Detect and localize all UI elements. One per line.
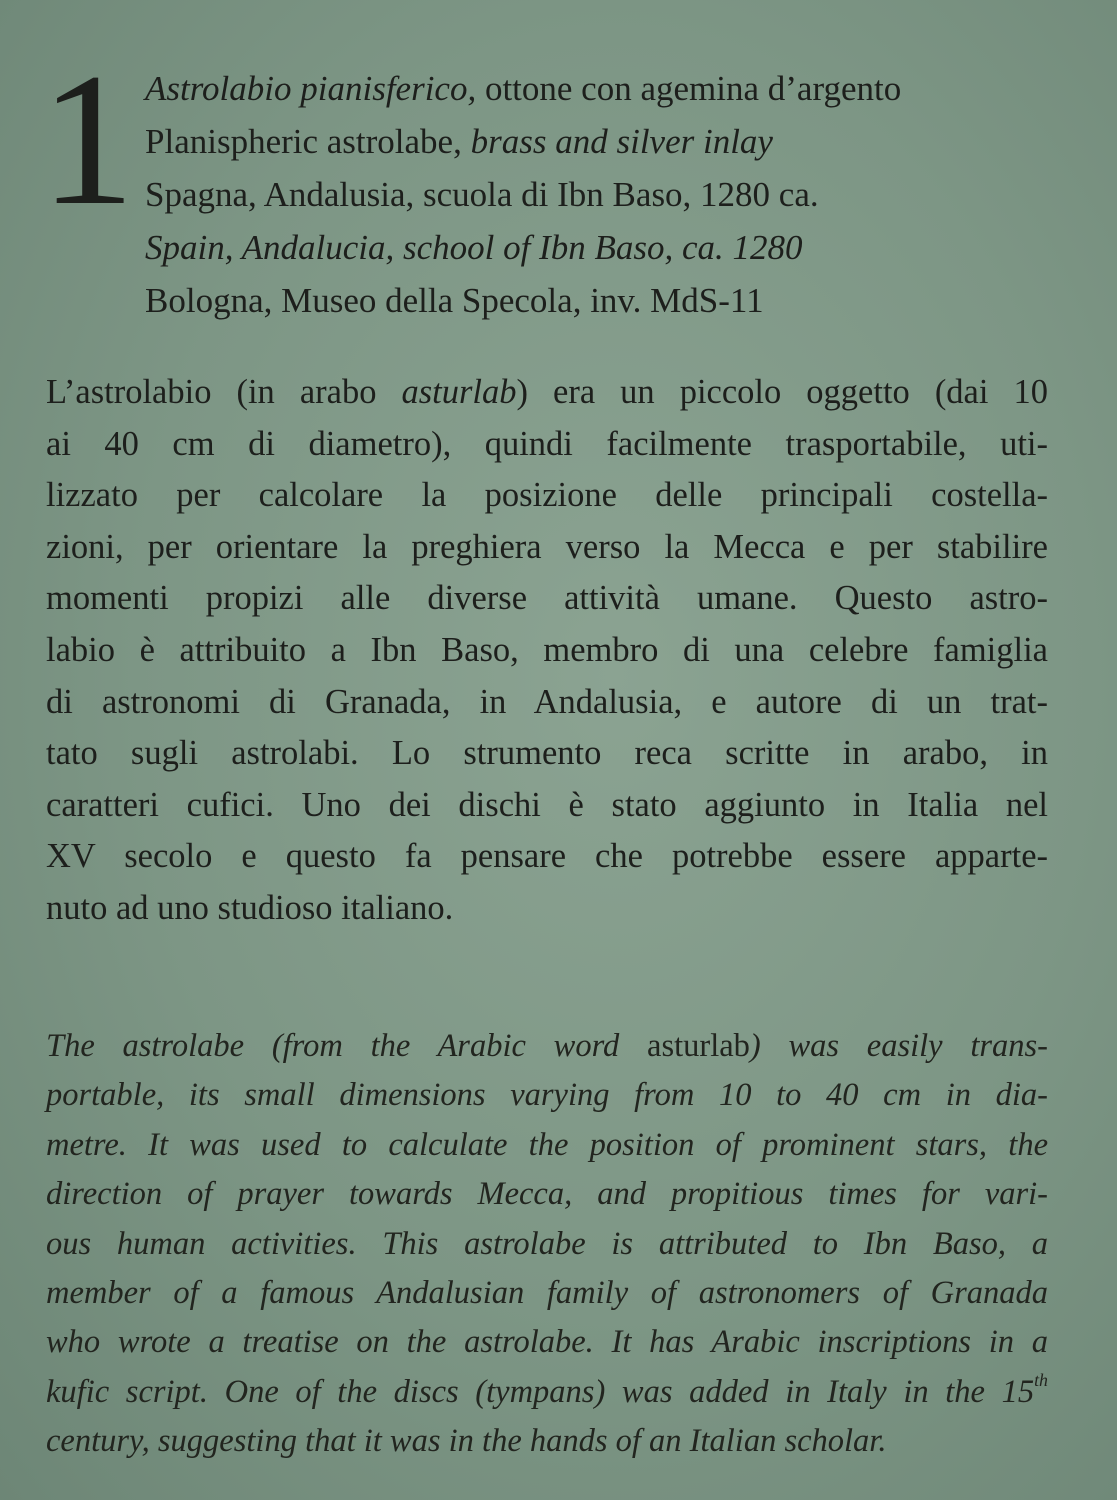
text-line: kufic script. One of the discs (tympans) was added in Italy in the 15th <box>46 1369 1048 1410</box>
text-line: who wrote a treatise on the astrolabe. It has Arabic inscriptions in a <box>46 1324 1048 1361</box>
caption-title-en: Planispheric astrolabe, brass and silver inlay <box>145 122 773 161</box>
text-line: labio è attribuito a Ibn Baso, membro di una celebre famiglia <box>46 630 1048 669</box>
text-line: tato sugli astrolabi. Lo strumento reca scritte in arabo, in <box>46 734 1048 773</box>
text-line: metre. It was used to calculate the position of prominent stars, the <box>46 1126 1048 1163</box>
text-line: XV secolo e questo fa pensare che potrebbe essere apparte- <box>46 837 1048 876</box>
caption-title-it: Astrolabio pianisferico, ottone con agemina d’argento <box>145 69 902 108</box>
description-italian <box>46 367 1048 935</box>
superscript: th <box>1034 1369 1048 1390</box>
text-line: ai 40 cm di diametro), quindi facilmente trasportabile, uti- <box>46 424 1048 463</box>
text-line: di astronomi di Granada, in Andalusia, e autore di un trat- <box>46 682 1048 721</box>
caption-origin-it: Spagna, Andalusia, scuola di Ibn Baso, 1280 ca. <box>145 175 819 214</box>
text-line: member of a famous Andalusian family of astronomers of Granada <box>46 1275 1048 1312</box>
text-line: direction of prayer towards Mecca, and propitious times for vari- <box>46 1176 1048 1213</box>
text-line: lizzato per calcolare la posizione delle principali costella- <box>46 476 1048 515</box>
text-line: nuto ad uno studioso italiano. <box>46 888 454 927</box>
text-line: L’astrolabio (in arabo asturlab) era un piccolo oggetto (dai 10 <box>46 373 1048 411</box>
description-english <box>46 1022 1048 1467</box>
text-line: ous human activities. This astrolabe is attributed to Ibn Baso, a <box>46 1225 1048 1262</box>
text-line: zioni, per orientare la preghiera verso la Mecca e per stabilire <box>46 527 1048 566</box>
catalog-number: 1 <box>40 35 135 245</box>
object-caption <box>145 62 1105 327</box>
text-line: momenti propizi alle diverse attività umane. Questo astro- <box>46 579 1048 618</box>
caption-collection: Bologna, Museo della Specola, inv. MdS-11 <box>145 281 764 320</box>
text-line: century, suggesting that it was in the hands of an Italian scholar. <box>46 1423 887 1460</box>
text-line: portable, its small dimensions varying from 10 to 40 cm in dia- <box>46 1077 1048 1114</box>
text-line: The astrolabe (from the Arabic word asturlab) was easily trans- <box>46 1028 1048 1064</box>
caption-origin-en: Spain, Andalucia, school of Ibn Baso, ca. 1280 <box>145 228 803 267</box>
text-line: caratteri cufici. Uno dei dischi è stato aggiunto in Italia nel <box>46 785 1048 824</box>
